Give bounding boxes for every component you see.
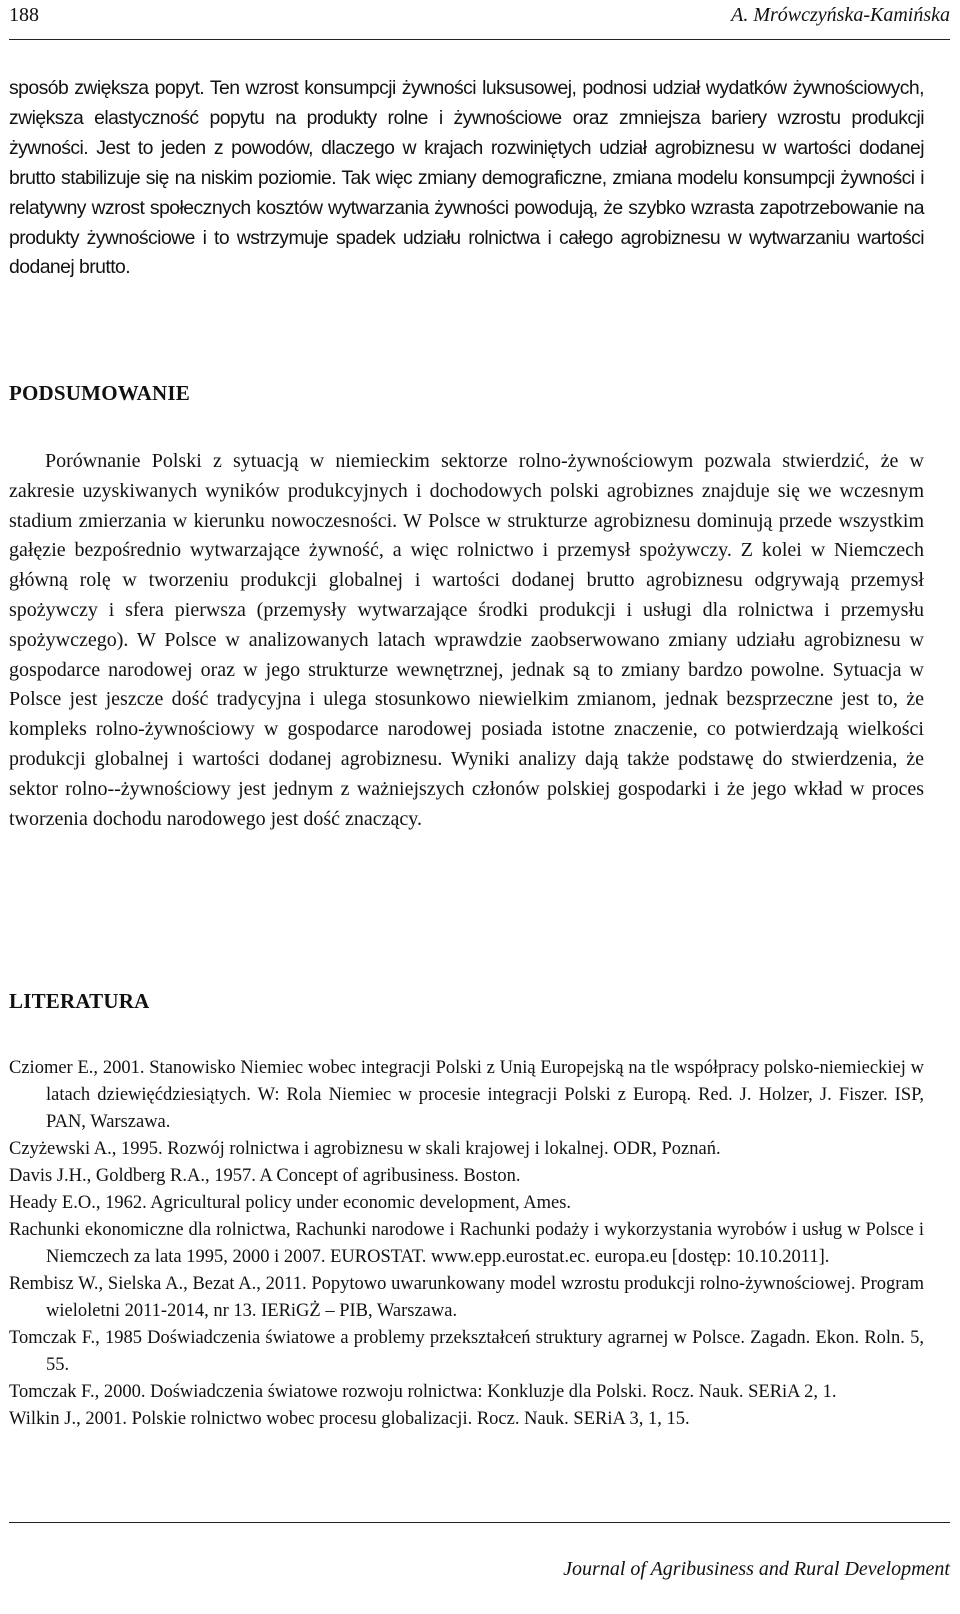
- reference-item: Davis J.H., Goldberg R.A., 1957. A Concept of agribusiness. Boston.: [9, 1166, 521, 1186]
- reference-item: Tomczak F., 2000. Doświadczenia światowe rozwoju rolnictwa: Konkluzje dla Polski. Rocz. Nauk. SERiA 2, 1.: [9, 1382, 837, 1402]
- journal-name: Journal of Agribusiness and Rural Development: [563, 1558, 950, 1580]
- reference-item: Rachunki ekonomiczne dla rolnictwa, Rachunki narodowe i Rachunki podaży i wykorzystania wyrobów i usług w Polsce i Niemczech za lata 1995, 2000 i 2007. EUROSTAT. www.epp.​eurostat.ec. europa.eu [dostęp: 10.10.2011].: [9, 1220, 924, 1267]
- reference-item: Rembisz W., Sielska A., Bezat A., 2011. Popytowo uwarunkowany model wzrostu produkcji rolno-żywnościowej. Program wieloletni 2011-2014, nr 13. IERiGŻ – PIB, Warszawa.: [9, 1274, 924, 1321]
- summary-paragraph: Porównanie Polski z sytuacją w niemieckim sektorze rolno-żywnościowym pozwala stwierdzić, że w zakresie uzyskiwanych wyników produkcyjnych i dochodowych polski agrobiznes znajduje się we wczesnym stadium zmierzania w kierunku nowoczesności. W Polsce w strukturze agrobiznesu dominują przede wszystkim gałęzie bezpośrednio wytwarzające żywność, a więc rolnictwo i przemysł spożywczy. Z kolei w Niemczech główną rolę w tworzeniu produkcji globalnej i wartości dodanej brutto agrobiznesu odgrywają przemysł spożywczy i sfera pierwsza (przemysły wytwarzające środki produkcji i usługi dla rolnictwa i przemysłu spożywczego). W Polsce w analizowanych latach wprawdzie zaobserwowano zmiany udziału agrobiznesu w gospodarce narodowej oraz w jego strukturze wewnętrznej, jednak są to zmiany bardzo powolne. Sytuacja w Polsce jest jeszcze dość tradycyjna i ulega stosunkowo niewielkim zmianom, jednak bezsprzeczne jest to, że kompleks rolno-żywnościowy w gospodarce narodowej posiada istotne znaczenie, co potwierdzają wielkości produkcji globalnej i wartości dodanej agrobiznesu. Wyniki analizy dają także podstawę do stwierdzenia, że sektor rolno-⁠-żywnościowy jest jednym z ważniejszych członów polskiej gospodarki i że jego wkład w proces tworzenia dochodu narodowego jest dość znaczący.: [9, 450, 924, 830]
- page-number: 188: [9, 4, 39, 26]
- reference-item: Heady E.O., 1962. Agricultural policy under economic development, Ames.: [9, 1193, 572, 1213]
- reference-list: [9, 1055, 924, 1433]
- literature-heading: LITERATURA: [9, 989, 150, 1013]
- reference-item: Czyżewski A., 1995. Rozwój rolnictwa i agrobiznesu w skali krajowej i lokalnej. ODR, Poznań.: [9, 1139, 721, 1159]
- reference-item: Tomczak F., 1985 Doświadczenia światowe a problemy przekształceń struktury agrarnej w Polsce. Zagadn. Ekon. Roln. 5, 55.: [9, 1328, 924, 1375]
- running-footer: [9, 1522, 950, 1583]
- reference-item: Wilkin J., 2001. Polskie rolnictwo wobec procesu globalizacji. Rocz. Nauk. SERiA 3, 1, 15.: [9, 1409, 690, 1429]
- summary-heading: PODSUMOWANIE: [9, 381, 190, 405]
- running-author: A. Mrówczyńska-Kamińska: [731, 4, 950, 26]
- reference-item: Cziomer E., 2001. Stanowisko Niemiec wobec integracji Polski z Unią Europejską na tle współpracy polsko-niemieckiej w latach dziewięćdziesiątych. W: Rola Niemiec w procesie integracji Polski z Europą. Red. J. Holzer, J. Fiszer. ISP, PAN, Warszawa.: [9, 1058, 924, 1132]
- running-header: [9, 0, 950, 40]
- intro-paragraph: sposób zwiększa popyt. Ten wzrost konsumpcji żywności luksusowej, podnosi udział wydatków żywnościowych, zwiększa elastyczność popytu na produkty rolne i żywnościowe oraz zmniejsza bariery wzrostu produkcji żywności. Jest to jeden z powodów, dlaczego w krajach rozwiniętych udział agrobiznesu w wartości dodanej brutto stabilizuje się na niskim poziomie. Tak więc zmiany demograficzne, zmiana modelu konsumpcji żywności i relatywny wzrost społecznych kosztów wytwarzania żywności powodują, że szybko wzrasta zapotrzebowanie na produkty żywnościowe i to wstrzymuje spadek udziału rolnictwa i całego agrobiznesu w wytwarzaniu wartości dodanej brutto.: [9, 77, 924, 279]
